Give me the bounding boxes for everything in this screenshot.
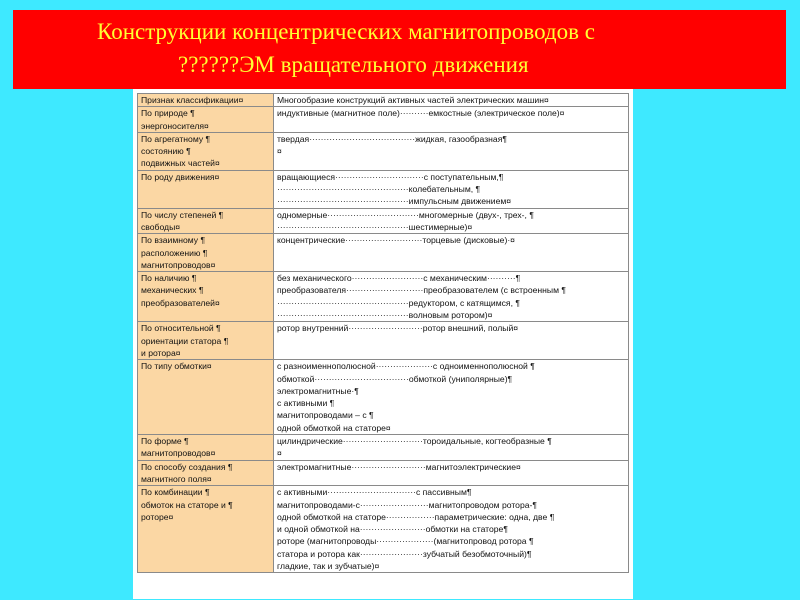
table-row bbox=[138, 234, 629, 272]
row-category: По взаимному ¶ расположению ¶ магнитопроводов¤ bbox=[138, 234, 274, 272]
row-values: электромагнитные··························магнитоэлектрические¤ bbox=[274, 460, 629, 486]
row-category: По числу степеней ¶ свободы¤ bbox=[138, 208, 274, 234]
table-row bbox=[138, 435, 629, 461]
row-values: без механического·························с механическим··········¶ преобразователя···························преобразователем (с встроенным ¶ ··············································редуктором, с катящимся, ¶ ··············································волновым ротором)¤ bbox=[274, 272, 629, 322]
header-variety: Многообразие конструкций активных частей электрических машин¤ bbox=[274, 94, 629, 107]
table-row bbox=[138, 460, 629, 486]
table-header-row bbox=[138, 94, 629, 107]
row-values: с разноименнополюсной····················с одноименнополюсной ¶ обмоткой·································обмоткой (униполярные)¶ электромагнитные·¶ с активными ¶ магнитопроводами – с ¶ одной обмоткой на статоре¤ bbox=[274, 360, 629, 435]
row-category: По форме ¶ магнитопроводов¤ bbox=[138, 435, 274, 461]
row-category: По способу создания ¶ магнитного поля¤ bbox=[138, 460, 274, 486]
row-category: По агрегатному ¶ состоянию ¶ подвижных частей¤ bbox=[138, 132, 274, 170]
slide-title-line2: ??????ЭМ вращательного движения bbox=[178, 52, 529, 77]
row-category: По относительной ¶ ориентации статора ¶ и ротора¤ bbox=[138, 322, 274, 360]
row-values: с активными·······························с пассивным¶ магнитопроводами-с························магнитопроводом ротора-¶ одной обмоткой на статоре·················параметрические: одна, две ¶ и одной обмоткой на·······················обмотки на статоре¶ роторе (магнитопроводы····················(магнитопровод ротора ¶ статора и ротора как······················зубчатый безобмоточный)¶ гладкие, так и зубчатые)¤ bbox=[274, 486, 629, 573]
row-values: индуктивные (магнитное поле)··········емкостные (электрическое поле)¤ bbox=[274, 107, 629, 133]
table-row bbox=[138, 486, 629, 573]
row-category: По типу обмотки¤ bbox=[138, 360, 274, 435]
table-row bbox=[138, 272, 629, 322]
row-values: твердая·····································жидкая, газообразная¶ ¤ bbox=[274, 132, 629, 170]
row-values: концентрические···························торцевые (дисковые)·¤ bbox=[274, 234, 629, 272]
slide-title-line1: Конструкции концентрических магнитопроводов с bbox=[97, 19, 595, 44]
table-row bbox=[138, 132, 629, 170]
table-row bbox=[138, 360, 629, 435]
document-image bbox=[133, 89, 633, 599]
row-values: ротор внутренний··························ротор внешний, полый¤ bbox=[274, 322, 629, 360]
title-banner bbox=[13, 10, 786, 89]
row-category: По наличию ¶ механических ¶ преобразователей¤ bbox=[138, 272, 274, 322]
row-values: одномерные································многомерные (двух-, трех-, ¶ ··············································шестимерные)¤ bbox=[274, 208, 629, 234]
classification-table bbox=[137, 93, 629, 573]
row-category: По комбинации ¶ обмоток на статоре и ¶ роторе¤ bbox=[138, 486, 274, 573]
table-row bbox=[138, 170, 629, 208]
header-criterion: Признак классификации¤ bbox=[138, 94, 274, 107]
table-row bbox=[138, 322, 629, 360]
row-values: цилиндрические····························тороидальные, когтеобразные ¶ ¤ bbox=[274, 435, 629, 461]
table-row bbox=[138, 208, 629, 234]
table-row bbox=[138, 107, 629, 133]
row-category: По роду движения¤ bbox=[138, 170, 274, 208]
row-values: вращающиеся·······························с поступательным,¶ ··············································колебательным, ¶ ··············································импульсным движением¤ bbox=[274, 170, 629, 208]
row-category: По природе ¶ энергоносителя¤ bbox=[138, 107, 274, 133]
